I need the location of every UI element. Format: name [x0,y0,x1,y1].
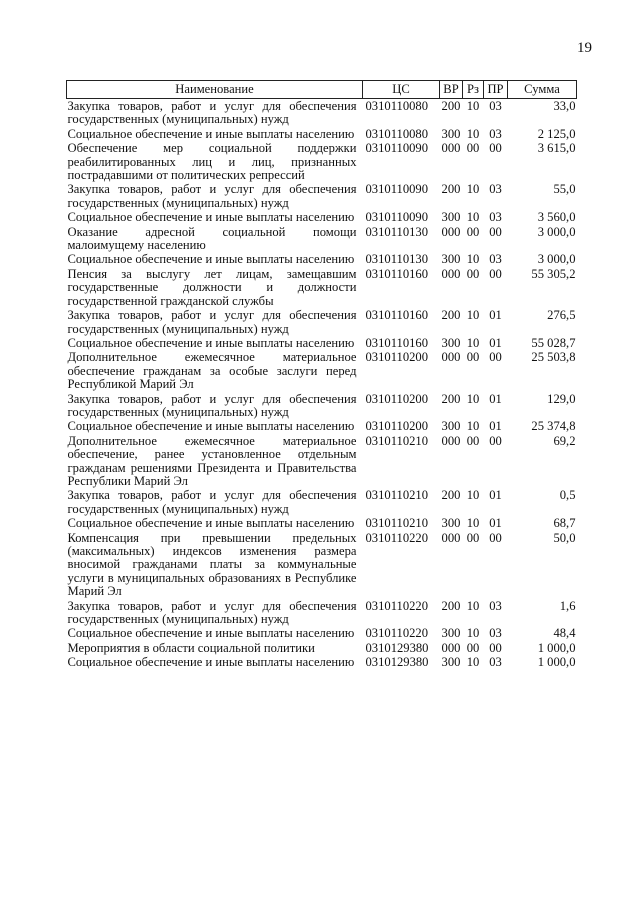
cell-vr: 300 [441,252,461,267]
cell-rz: 10 [466,626,480,641]
budget-table [66,80,577,670]
cell-name: Закупка товаров, работ и услуг для обеспечения государственных (муниципальных) нужд [67,598,357,627]
cell-pr: 00 [489,433,502,448]
cell-vr: 300 [441,516,461,531]
cell-name: Социальное обеспечение и иные выплаты населению [67,516,355,531]
cell-rz: 00 [466,433,480,448]
cell-rz: 00 [466,141,480,156]
cell-cs: 0310110200 [365,350,429,365]
cell-pr: 03 [489,655,502,670]
cell-sum: 2 125,0 [537,126,576,141]
table-header [67,81,577,99]
table-row [67,626,577,640]
cell-cs: 0310110200 [365,391,429,406]
cell-vr: 200 [441,99,461,113]
cell-vr: 000 [441,530,461,545]
cell-vr: 200 [441,488,461,503]
cell-sum: 0,5 [559,488,576,503]
cell-cs: 0310129380 [365,640,429,655]
page-number: 19 [577,40,592,56]
cell-vr: 000 [441,433,461,448]
table-row [67,641,577,655]
cell-vr: 300 [441,210,461,225]
cell-rz: 10 [466,252,480,267]
cell-pr: 03 [489,126,502,141]
cell-vr: 300 [441,655,461,670]
cell-rz: 10 [466,391,480,406]
header-pr: ПР [484,81,508,99]
cell-name: Обеспечение мер социальной поддержки реабилитированных лиц и лиц, признанных пострадавшими от политических репрессий [67,141,357,183]
cell-pr: 01 [489,308,502,323]
cell-sum: 25 374,8 [531,419,576,434]
header-sum: Сумма [508,81,577,99]
table-row [67,225,577,253]
cell-sum: 1,6 [559,598,576,613]
table-row [67,267,577,308]
table-row [67,336,577,350]
cell-pr: 01 [489,419,502,434]
table-row [67,308,577,336]
table-row [67,531,577,599]
cell-rz: 10 [466,516,480,531]
cell-sum: 55,0 [553,182,576,197]
cell-pr: 03 [489,598,502,613]
cell-vr: 000 [441,141,461,156]
cell-pr: 01 [489,516,502,531]
cell-pr: 00 [489,530,502,545]
cell-pr: 00 [489,224,502,239]
cell-rz: 00 [466,266,480,281]
cell-cs: 0310110220 [365,598,429,613]
cell-sum: 129,0 [547,391,576,406]
cell-vr: 200 [441,391,461,406]
cell-cs: 0310110090 [365,182,429,197]
cell-name: Мероприятия в области социальной политики [67,640,315,655]
cell-pr: 00 [489,141,502,156]
table-row [67,350,577,391]
cell-name: Социальное обеспечение и иные выплаты населению [67,626,355,641]
cell-pr: 03 [489,99,502,113]
table-body [67,99,577,670]
cell-sum: 50,0 [553,530,576,545]
cell-vr: 300 [441,126,461,141]
cell-name: Закупка товаров, работ и услуг для обеспечения государственных (муниципальных) нужд [67,308,357,336]
cell-rz: 10 [466,126,480,141]
cell-sum: 3 560,0 [537,210,576,225]
cell-sum: 69,2 [553,433,576,448]
table-row [67,655,577,669]
cell-cs: 0310110210 [365,516,429,531]
cell-pr: 01 [489,335,502,350]
cell-pr: 00 [489,350,502,365]
cell-pr: 00 [489,640,502,655]
cell-sum: 3 000,0 [537,224,576,239]
cell-rz: 10 [466,598,480,613]
cell-name: Закупка товаров, работ и услуг для обеспечения государственных (муниципальных) нужд [67,391,357,419]
cell-name: Закупка товаров, работ и услуг для обеспечения государственных (муниципальных) нужд [67,99,357,127]
table-row [67,419,577,433]
cell-cs: 0310110130 [365,252,429,267]
cell-pr: 03 [489,626,502,641]
table-row [67,599,577,627]
cell-name: Оказание адресной социальной помощи малоимущему населению [67,224,357,253]
cell-cs: 0310110220 [365,626,429,641]
cell-name: Социальное обеспечение и иные выплаты населению [67,655,355,670]
table-row [67,392,577,420]
table-row [67,127,577,141]
cell-pr: 03 [489,182,502,197]
cell-sum: 1 000,0 [537,640,576,655]
cell-name: Пенсия за выслугу лет лицам, замещавшим государственные должности и должности государственной гражданской службы [67,266,357,308]
cell-sum: 33,0 [553,99,576,113]
cell-rz: 00 [466,224,480,239]
table-row [67,210,577,224]
cell-name: Социальное обеспечение и иные выплаты населению [67,252,355,267]
cell-name: Компенсация при превышении предельных (максимальных) индексов изменения размера вносимой гражданами платы за коммунальные услуги в муниципальных образованиях в Республике Марий Эл [67,530,357,599]
cell-vr: 300 [441,335,461,350]
header-cs: ЦС [363,81,440,99]
cell-sum: 3 615,0 [537,141,576,156]
cell-cs: 0310129380 [365,655,429,670]
cell-cs: 0310110080 [365,99,429,113]
cell-pr: 03 [489,252,502,267]
header-name: Наименование [67,81,363,99]
header-rz: Рз [463,81,484,99]
cell-vr: 200 [441,308,461,323]
cell-vr: 000 [441,640,461,655]
cell-vr: 000 [441,224,461,239]
cell-cs: 0310110160 [365,335,429,350]
cell-rz: 10 [466,308,480,323]
cell-cs: 0310110160 [365,308,429,323]
table-row [67,141,577,182]
cell-rz: 00 [466,350,480,365]
cell-sum: 1 000,0 [537,655,576,670]
cell-cs: 0310110210 [365,488,429,503]
cell-sum: 25 503,8 [531,350,576,365]
cell-name: Социальное обеспечение и иные выплаты населению [67,419,355,434]
cell-vr: 000 [441,350,461,365]
cell-name: Дополнительное ежемесячное материальное обеспечение, ранее установленное отдельным гражданам решениями Президента и Правительства Республики Марий Эл [67,433,357,488]
table-row [67,99,577,127]
cell-name: Закупка товаров, работ и услуг для обеспечения государственных (муниципальных) нужд [67,182,357,210]
table-row [67,252,577,266]
cell-name: Социальное обеспечение и иные выплаты населению [67,335,355,350]
cell-cs: 0310110080 [365,126,429,141]
table-row [67,488,577,516]
header-vr: ВР [440,81,463,99]
cell-vr: 000 [441,266,461,281]
cell-pr: 00 [489,266,502,281]
cell-rz: 00 [466,640,480,655]
cell-rz: 10 [466,99,480,113]
cell-vr: 300 [441,419,461,434]
table-row [67,434,577,489]
cell-name: Дополнительное ежемесячное материальное обеспечение гражданам за особые заслуги перед Республикой Марий Эл [67,350,357,392]
cell-cs: 0310110200 [365,419,429,434]
cell-sum: 48,4 [553,626,576,641]
cell-vr: 200 [441,598,461,613]
cell-pr: 03 [489,210,502,225]
cell-sum: 276,5 [547,308,576,323]
cell-cs: 0310110090 [365,210,429,225]
cell-cs: 0310110090 [365,141,429,156]
cell-sum: 55 305,2 [531,266,576,281]
cell-sum: 55 028,7 [531,335,576,350]
cell-name: Закупка товаров, работ и услуг для обеспечения государственных (муниципальных) нужд [67,488,357,516]
cell-rz: 00 [466,530,480,545]
cell-name: Социальное обеспечение и иные выплаты населению [67,126,355,141]
cell-pr: 01 [489,391,502,406]
cell-sum: 3 000,0 [537,252,576,267]
cell-cs: 0310110130 [365,224,429,239]
cell-cs: 0310110160 [365,266,429,281]
cell-vr: 300 [441,626,461,641]
cell-rz: 10 [466,210,480,225]
cell-rz: 10 [466,335,480,350]
cell-cs: 0310110210 [365,433,429,448]
cell-rz: 10 [466,655,480,670]
table-row [67,516,577,530]
cell-pr: 01 [489,488,502,503]
cell-sum: 68,7 [553,516,576,531]
cell-rz: 10 [466,419,480,434]
cell-name: Социальное обеспечение и иные выплаты населению [67,210,355,225]
cell-rz: 10 [466,182,480,197]
table-row [67,182,577,210]
cell-cs: 0310110220 [365,530,429,545]
cell-rz: 10 [466,488,480,503]
cell-vr: 200 [441,182,461,197]
